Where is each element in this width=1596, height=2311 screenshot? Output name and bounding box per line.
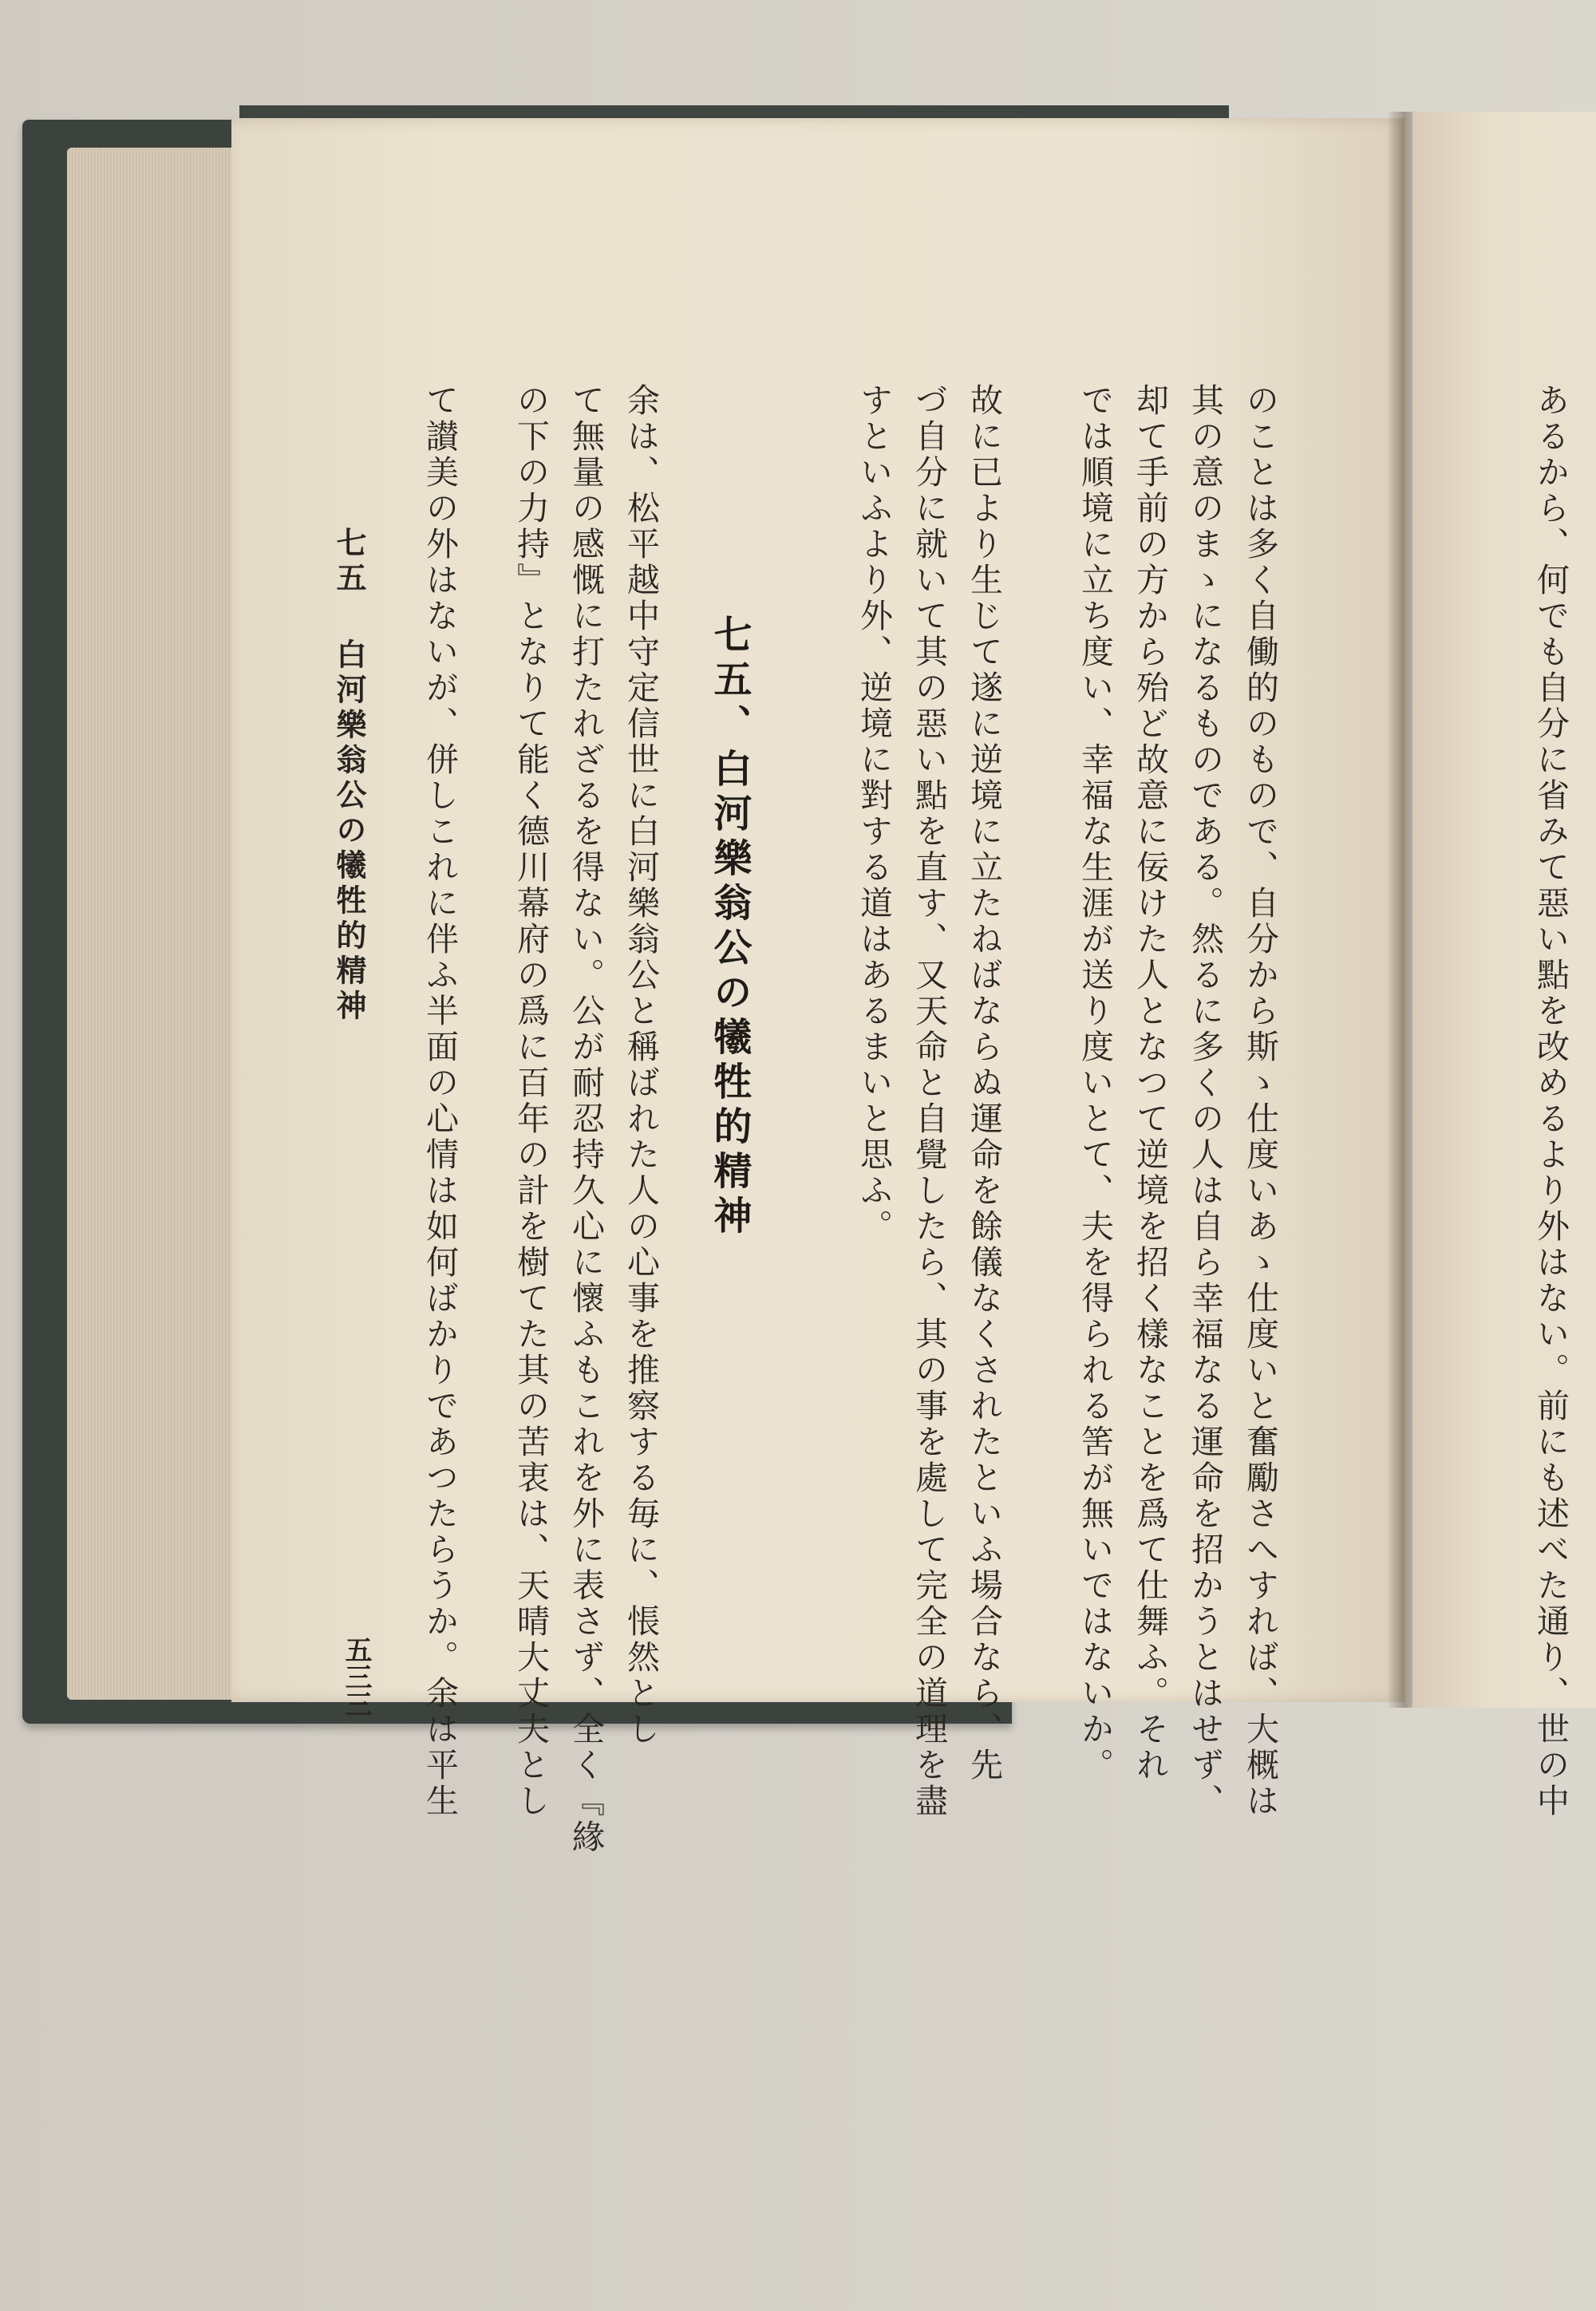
section-heading: 七五、白河樂翁公の犧牲的精神 <box>707 614 752 1240</box>
text-column: すといふより外、逆境に對する道はあるまいと思ふ。 <box>855 383 893 1245</box>
text-column: て無量の感慨に打たれざるを得ない。公が耐忍持久心に懷ふもこれを外に表さず、全く『緣 <box>567 383 605 1855</box>
text-column: づ自分に就いて其の惡い點を直す、又天命と自覺したら、其の事を處して完全の道理を盡 <box>910 383 948 1819</box>
page-edges <box>67 148 235 1700</box>
text-column: 故に已より生じて遂に逆境に立たねばならぬ運命を餘儀なくされたといふ場合なら、先 <box>965 383 1003 1784</box>
page-number: 五三三 <box>340 1636 372 1717</box>
text-column: の下の力持』となりて能く德川幕府の爲に百年の計を樹てた其の苦衷は、天晴大丈夫とし <box>512 383 550 1819</box>
text-column: 余は、松平越中守定信世に白河樂翁公と稱ばれた人の心事を推察する毎に、悵然とし <box>622 383 660 1748</box>
text-column: では順境に立ち度い、幸福な生涯が送り度いとて、夫を得られる筈が無いではないか。 <box>1076 383 1114 1784</box>
text-column: 却て手前の方から殆ど故意に佞けた人となつて逆境を招く樣なことを爲て仕舞ふ。それ <box>1131 383 1169 1784</box>
text-column: て讃美の外はないが、併しこれに伴ふ半面の心情は如何ばかりであつたらうか。余は平生 <box>421 383 459 1819</box>
text-column: のことは多く自働的のもので、自分から斯ゝ仕度いあゝ仕度いと奮勵さへすれば、大概は <box>1241 383 1279 1819</box>
running-head-title: 白河樂翁公の犧牲的精神 <box>331 638 367 1025</box>
running-head-number: 七五 <box>331 527 367 597</box>
text-column: 其の意のまゝになるものである。然るに多くの人は自ら幸福なる運命を招かうとはせず、 <box>1186 383 1224 1819</box>
facing-page-column: あるから、何でも自分に省みて惡い點を改めるより外はない。前にも述べた通り、世の中 <box>1531 383 1570 1819</box>
left-page <box>231 118 1404 1702</box>
